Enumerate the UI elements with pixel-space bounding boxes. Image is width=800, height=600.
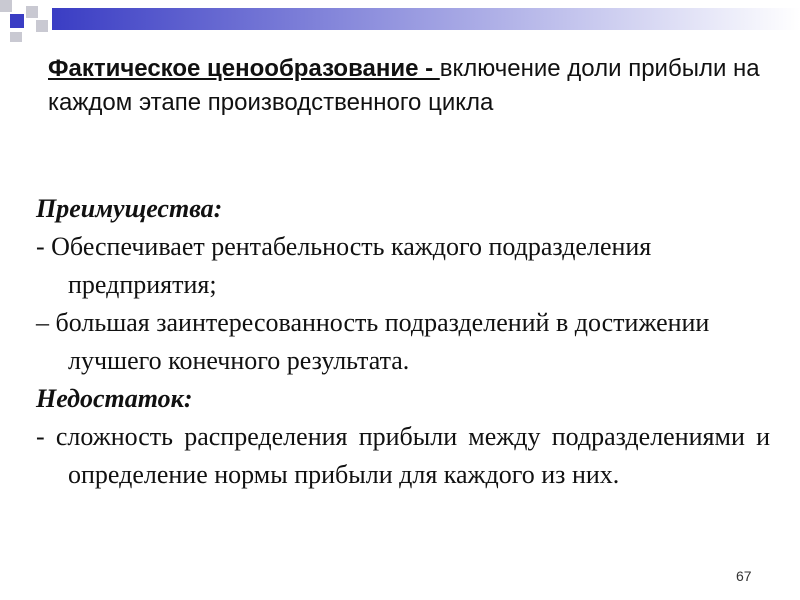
header-decoration — [0, 0, 800, 42]
heading-definition: включение доли прибыли на каждом этапе производственного цикла — [48, 55, 760, 116]
advantage-item-2: – большая заинтересованность подразделений в достижении лучшего конечного результата. — [36, 308, 710, 375]
advantages-title: Преимущества: — [36, 194, 223, 223]
page-number: 67 — [736, 568, 752, 584]
slide-heading — [48, 52, 768, 120]
advantage-item-1: - Обеспечивает рентабельность каждого подразделения предприятия; — [36, 232, 652, 299]
drawback-title: Недостаток: — [36, 384, 193, 413]
heading-term: Фактическое ценообразование - — [48, 55, 440, 82]
drawback-item: - сложность распределения прибыли между подразделениями и определение нормы прибыли для каждого из них. — [36, 422, 770, 489]
slide-body — [36, 190, 770, 494]
